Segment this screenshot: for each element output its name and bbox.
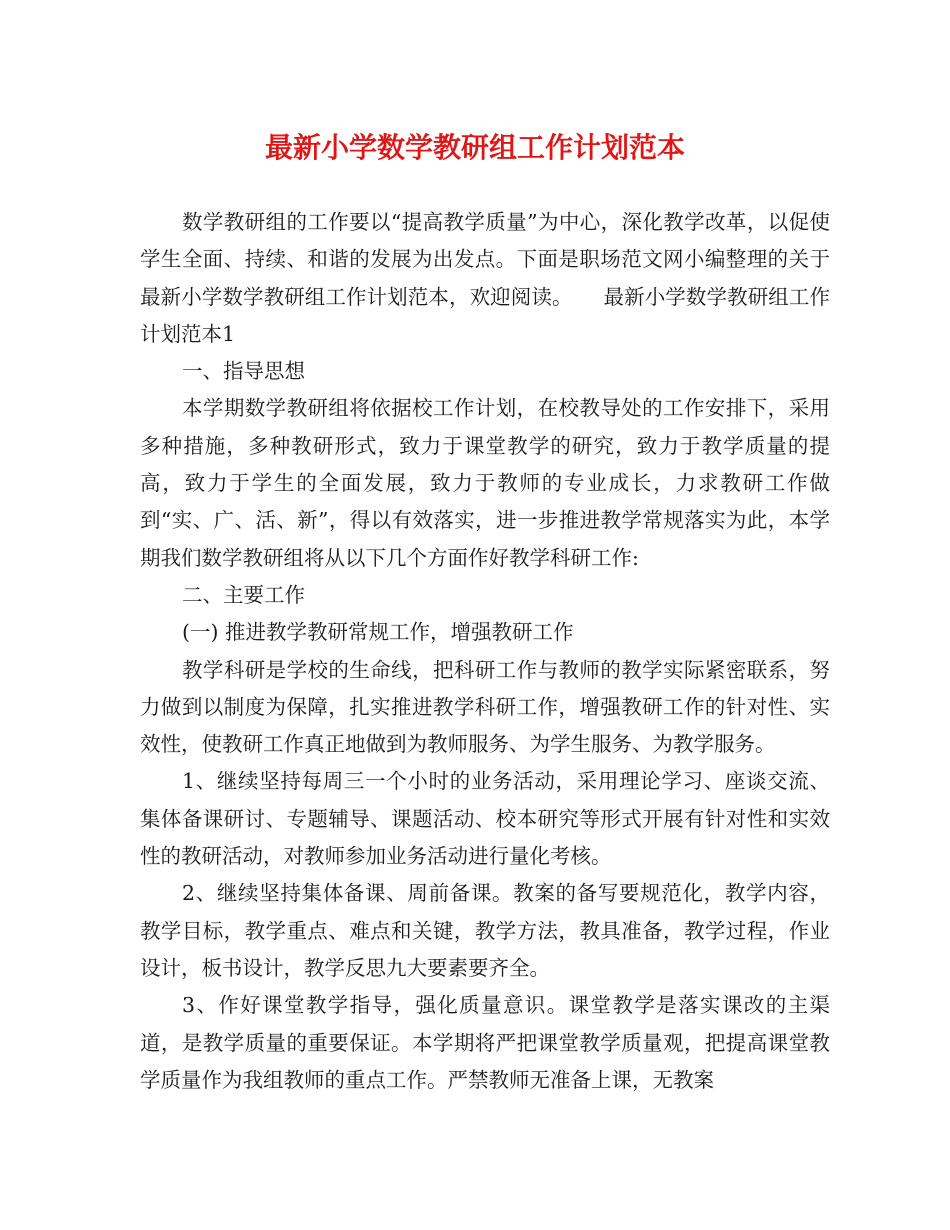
intro-paragraph: 数学教研组的工作要以“提高教学质量”为中心，深化教学改革，以促使学生全面、持续、和谐的发展为出发点。下面是职场范文网小编整理的关于最新小学数学教研组工作计划范本，欢迎阅读。 最新小学数学教研组工作计划范本1 bbox=[140, 210, 830, 346]
list-item-3: 3、作好课堂教学指导，强化质量意识。课堂教学是落实课改的主渠道，是教学质量的重要保证。本学期将严把课堂教学质量观，把提高课堂教学质量作为我组教师的重点工作。严禁教师无准备上课，无教案 bbox=[140, 993, 830, 1092]
list-item-1: 1、继续坚持每周三一个小时的业务活动，采用理论学习、座谈交流、集体备课研讨、专题辅导、课题活动、校本研究等形式开展有针对性和实效性的教研活动，对教师参加业务活动进行量化考核。 bbox=[140, 769, 830, 869]
list-item-2: 2、继续坚持集体备课、周前备课。教案的备写要规范化，教学内容，教学目标，教学重点、难点和关键，教学方法，教具准备，教学过程，作业设计，板书设计，教学反思九大要素要齐全。 bbox=[140, 881, 830, 980]
document-title: 最新小学数学教研组工作计划范本 bbox=[264, 131, 685, 164]
document-body bbox=[140, 204, 830, 1099]
section-heading-main-work: 二、主要工作 bbox=[182, 582, 305, 607]
subsection-heading-routine-work: (一) 推进教学教研常规工作，增强教研工作 bbox=[182, 620, 574, 645]
guiding-idea-paragraph: 本学期数学教研组将依据校工作计划，在校教导处的工作安排下，采用多种措施，多种教研形式，致力于课堂教学的研究，致力于教学质量的提高，致力于学生的全面发展，致力于教师的专业成长，力求教研工作做到“实、广、活、新”，得以有效落实，进一步推进教学常规落实为此，本学期我们数学教研组将从以下几个方面作好教学科研工作: bbox=[140, 396, 830, 570]
section-heading-guiding-idea: 一、指导思想 bbox=[182, 359, 305, 384]
research-paragraph: 教学科研是学校的生命线，把科研工作与教师的教学实际紧密联系，努力做到以制度为保障，扎实推进教学科研工作，增强教研工作的针对性、实效性，使教研工作真正地做到为教师服务、为学生服务、为教学服务。 bbox=[140, 657, 830, 757]
